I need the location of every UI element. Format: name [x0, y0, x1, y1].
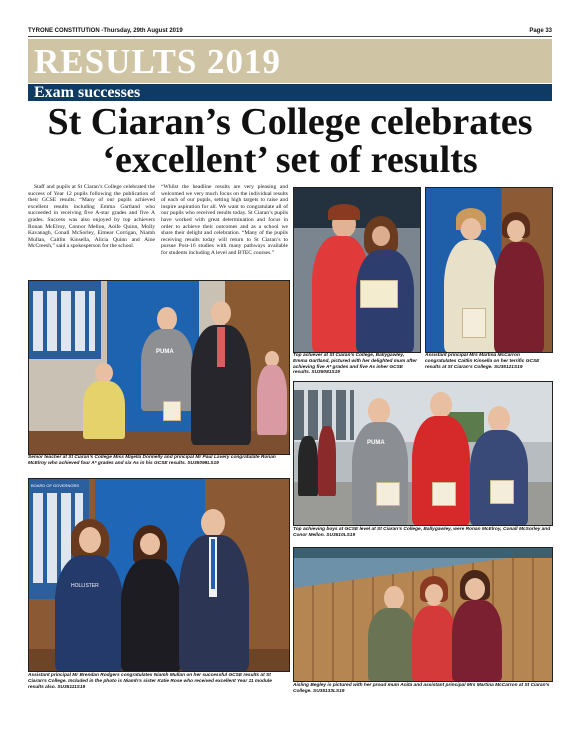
section-title: Exam successes [34, 84, 141, 101]
article-column-2: “Whilst the headline results are very pleasing and welcomed we very much focus on the individual results of each of our pupils, setting high targets to raise and inspire aspiration for all. We want to congratulate all of our pupils who received results today. St Ciaran’s pupils have worked with great determination and focus in order to achieve their outcomes and as a school we share their delight and celebration. “Many of the pupils receiving results today will return to St Ciaran’s to pursue Post-16 studies with many pathways available for students including A level and BTEC courses.” [161, 184, 288, 256]
photo-niamh-mullan [28, 478, 290, 672]
caption-niamh-mullan: Assistant principal Mr Brendan Rodgers congratulates Niamh Mullan on her successful GCSE results at St Ciaran’s College. Included in the photo is Niamh’s sister Katie Rose who received excellent Year 11 module results also. SU35111S19 [28, 673, 272, 690]
headline-line-1: St Ciaran’s College celebrates [47, 101, 533, 143]
caption-ronan-mcelroy: Senior teacher at St Ciaran’s College Miss Majella Donnelly and principal Mr Paul Lavery congratulate Ronan McElroy who achieved four A* grades and six As in his GCSE results. SU35098LS19 [28, 455, 276, 466]
photo-emma-gartland [293, 187, 421, 353]
photo-caitlin-kinsella [425, 187, 553, 353]
headline [28, 103, 552, 179]
masthead-left: TYRONE CONSTITUTION -Thursday, 29th August 2019 [28, 28, 183, 34]
caption-emma-gartland: Top achiever at St Ciaran’s College, Ballygawley, Emma Gartland, pictured with her delighted mum after achieving five A* grades and five As inher GCSE results. SU35081S19 [293, 353, 417, 376]
photo-ronan-mcelroy [28, 280, 290, 455]
hollister-logo-text: HOLLISTER [71, 583, 99, 589]
masthead-rule [28, 36, 552, 37]
photo-aisling-begley [293, 547, 553, 682]
headline-line-2: ‘excellent’ set of results [102, 139, 478, 181]
article-column-1: Staff and pupils at St Ciaran’s College celebrated the success of Year 12 pupils following the publication of their GCSE results. “Many of our pupils achieved excellent results including Emma Gartland who succeeded in receiving five A-star grades and five A grades. Success was also enjoyed by top achievers Ronan McElroy, Connor Mellon, Aoife Quinn, Molly Kavanagh, Conall McSorley, Eimear Corrigan, Niamh Mullan, Caitlin Kinsella, Alicia Quinn and Aine McCreesh,” said a spokesperson for the school. [28, 184, 155, 250]
puma-logo-text: PUMA [156, 349, 174, 355]
photo-top-achieving-boys [293, 381, 553, 526]
caption-top-achieving-boys: Top achieving boys at GCSE level at St Ciaran’s College, Ballygawley, were Ronan McElroy, Conall McSorley and Conor Mellon. SU3510LS19 [293, 527, 551, 538]
banner-title: RESULTS 2019 [34, 42, 282, 81]
board-sign-text: BOARD OF GOVERNORS [31, 483, 80, 488]
caption-aisling-begley: Aisling Begley is pictured with her proud mum Anita and assistant principal Mrs Martina McCarron at St Ciaran’s College. SU35133LS19 [293, 683, 550, 694]
puma-logo-text-2: PUMA [367, 440, 385, 446]
masthead [28, 28, 552, 34]
page-number: Page 33 [529, 28, 552, 34]
caption-caitlin-kinsella: Assistant principal Mrs Martina McCarron congratulates Caitlin Kinsella on her terrific GCSE results at St Ciaran’s College. SU35121S19 [425, 353, 540, 370]
